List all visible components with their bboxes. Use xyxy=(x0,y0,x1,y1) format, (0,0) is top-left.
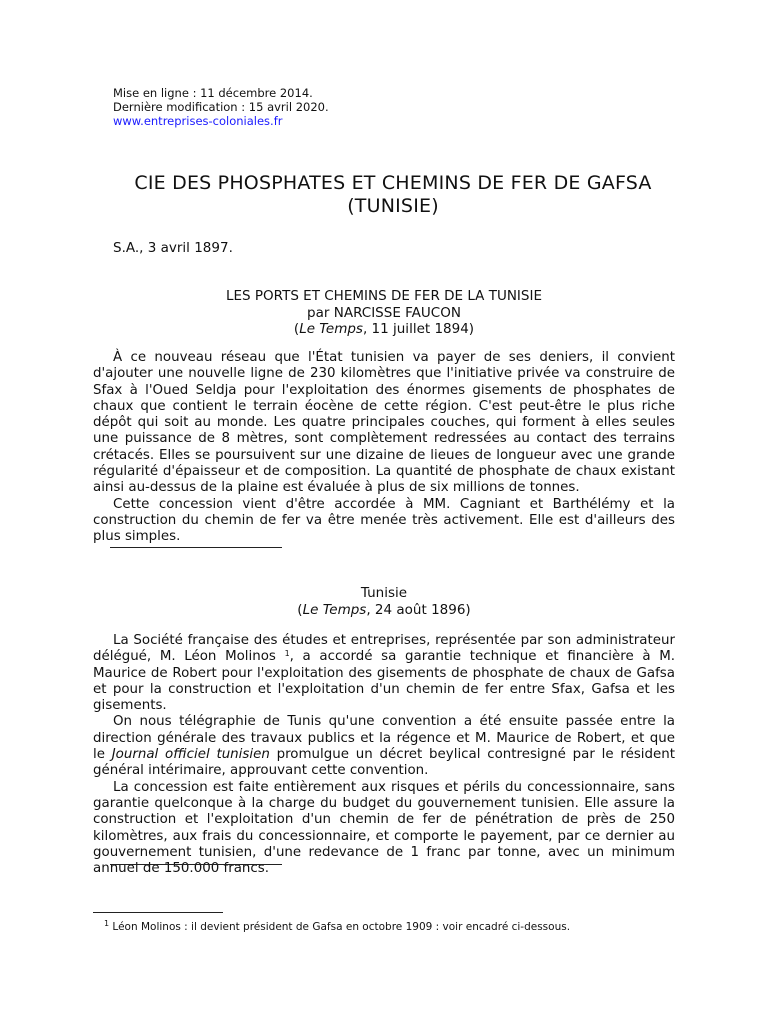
publication-meta xyxy=(113,86,329,128)
footnote-reference[interactable]: 1 xyxy=(284,649,290,659)
article2-heading: Tunisie xyxy=(360,585,408,601)
company-founding-note: S.A., 3 avril 1897. xyxy=(113,240,233,256)
article2-paragraph-3: La concession est faite entièrement aux risques et périls du concessionnaire, sans garantie quelconque à la charge du budget du gouvernement tunisien. Elle assure la construction et l'exploitation d'un chemin de fer de pénétration de près de 250 kilomètres, aux frais du concessionnaire, et comporte le payement, par ce dernier au gouvernement tunisien, d'une redevance de 1 franc par tonne, avec un minimum annuel de 150.000 francs. xyxy=(93,779,675,877)
article1-body xyxy=(93,350,675,546)
site-link[interactable]: www.entreprises-coloniales.fr xyxy=(113,114,283,128)
footnote-text: Léon Molinos : il devient président de Gafsa en octobre 1909 : voir encadré ci-dessous. xyxy=(109,921,571,933)
section-divider xyxy=(110,864,282,865)
modified-date: Dernière modification : 15 avril 2020. xyxy=(113,100,329,114)
title-line-1: CIE DES PHOSPHATES ET CHEMINS DE FER DE GAFSA xyxy=(134,172,652,194)
footnote-divider xyxy=(93,912,223,913)
article2-source-name: Le Temps xyxy=(302,601,367,618)
article2-paragraph-1: La Société française des études et entreprises, représentée par son administrateur délégué, M. Léon Molinos $^1$, a accordé sa garantie technique et financière à M. Maurice de Robert pour l'exploitation des gisements de phosphate de chaux de Gafsa et pour la construction et l'exploitation d'un chemin de fer entre Sfax, Gafsa et les gisements. xyxy=(93,633,676,714)
article1-header xyxy=(93,288,675,338)
article2-header xyxy=(93,585,675,618)
article2-body xyxy=(93,633,675,877)
title-line-2: (TUNISIE) xyxy=(347,195,439,217)
document-title xyxy=(93,172,693,218)
footnote xyxy=(104,921,570,934)
article2-paragraph-2: On nous télégraphie de Tunis qu'une convention a été ensuite passée entre la direction générale des travaux publics et la régence et M. Maurice de Robert, et que le Journal officiel tunisien promulgue un décret beylical contresigné par le résident général intérimaire, approuvant cette convention. xyxy=(93,714,675,779)
journal-name: Journal officiel tunisien xyxy=(111,747,270,763)
article1-paragraph-1: À ce nouveau réseau que l'État tunisien va payer de ses deniers, il convient d'ajouter une nouvelle ligne de 230 kilomètres que l'initiative privée va construire de Sfax à l'Oued Seldja pour l'exploitation des énormes gisements de phosphates de chaux que contient le terrain éocène de cette région. C'est peut-être le plus riche dépôt qui soit au monde. Les quatre principales couches, qui forment à elles seules une puissance de 8 mètres, sont complètement redressées au contact des terrains crétacés. Elles se poursuivent sur une dizaine de lieues de longueur avec une grande régularité d'épaisseur et de composition. La quantité de phosphate de chaux existant ainsi au-dessus de la plaine est évaluée à plus de six millions de tonnes. xyxy=(93,350,675,496)
section-divider xyxy=(110,547,282,548)
article1-source-name: Le Temps xyxy=(299,321,363,337)
article2-source: (Le Temps, 24 août 1896) xyxy=(297,601,471,618)
article1-source: (Le Temps, 11 juillet 1894) xyxy=(293,321,475,337)
article1-paragraph-2: Cette concession vient d'être accordée à MM. Cagniant et Barthélémy et la construction du chemin de fer va être menée très activement. Elle est d'ailleurs des plus simples. xyxy=(93,496,675,545)
article1-author: par NARCISSE FAUCON xyxy=(307,304,461,321)
footnote-number: 1 xyxy=(104,919,110,928)
online-date: Mise en ligne : 11 décembre 2014. xyxy=(113,86,313,100)
article1-heading: LES PORTS ET CHEMINS DE FER DE LA TUNISIE xyxy=(226,288,542,304)
